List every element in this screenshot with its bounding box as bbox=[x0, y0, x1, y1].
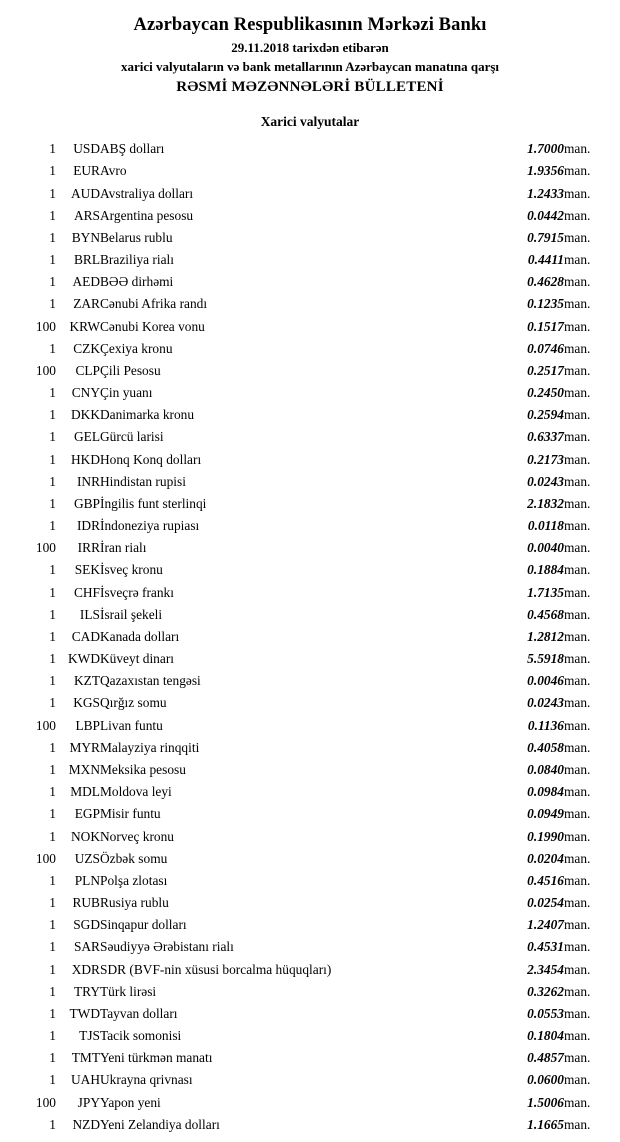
currency-name: BƏƏ dirhəmi bbox=[100, 274, 174, 290]
currency-rate: 1.2407 bbox=[527, 917, 564, 933]
currency-rate: 0.4058 bbox=[527, 739, 564, 755]
currency-code: GEL bbox=[73, 429, 100, 445]
currency-rate: 0.1517 bbox=[527, 318, 564, 334]
table-row bbox=[14, 382, 606, 404]
currency-name: Türk lirəsi bbox=[100, 983, 157, 999]
currency-code: MXN bbox=[68, 762, 100, 777]
currency-name: Avro bbox=[100, 163, 127, 179]
currency-unit: man. bbox=[564, 362, 591, 378]
currency-unit: man. bbox=[564, 1072, 591, 1088]
currency-unit: man. bbox=[564, 673, 591, 689]
currency-rate: 0.0243 bbox=[527, 695, 564, 711]
currency-name: Argentina pesosu bbox=[100, 207, 194, 223]
currency-unit: man. bbox=[564, 562, 591, 578]
currency-code: KRW bbox=[69, 318, 100, 334]
currency-rate: 1.5006 bbox=[527, 1094, 564, 1110]
currency-unit: man. bbox=[564, 207, 591, 223]
document-header bbox=[14, 14, 606, 96]
currency-name: Özbək somu bbox=[100, 850, 168, 866]
table-row bbox=[14, 626, 606, 648]
currency-code: RUB bbox=[72, 895, 100, 911]
currency-quantity: 1 bbox=[49, 673, 56, 689]
currency-code: NOK bbox=[70, 828, 100, 844]
currency-code: SEK bbox=[74, 562, 100, 578]
currency-unit: man. bbox=[564, 784, 591, 800]
currency-name: Yeni türkmən manatı bbox=[100, 1050, 213, 1066]
currency-name: Meksika pesosu bbox=[100, 762, 186, 777]
currency-code: JPY bbox=[77, 1094, 100, 1110]
currency-rate: 0.0746 bbox=[527, 340, 564, 356]
table-row bbox=[14, 138, 606, 160]
currency-code: GBP bbox=[73, 495, 100, 511]
currency-quantity: 1 bbox=[49, 296, 56, 312]
bank-title: Azərbaycan Respublikasının Mərkəzi Bankı bbox=[133, 15, 487, 35]
currency-code: DKK bbox=[70, 407, 100, 423]
table-row bbox=[14, 249, 606, 271]
currency-unit: man. bbox=[564, 451, 591, 467]
currency-unit: man. bbox=[564, 828, 591, 844]
currency-rate: 0.2517 bbox=[527, 362, 564, 378]
currency-unit: man. bbox=[564, 296, 591, 312]
currency-unit: man. bbox=[564, 163, 591, 179]
currency-quantity: 1 bbox=[49, 141, 56, 157]
currency-name: Rusiya rublu bbox=[100, 895, 169, 911]
currency-name: ABŞ dolları bbox=[100, 141, 165, 157]
currency-quantity: 1 bbox=[49, 473, 56, 489]
table-row bbox=[14, 781, 606, 803]
currency-rate: 1.1665 bbox=[527, 1116, 564, 1132]
currency-name: Çexiya kronu bbox=[100, 340, 173, 356]
currency-unit: man. bbox=[564, 961, 591, 977]
currency-rate: 0.0442 bbox=[527, 207, 564, 223]
currency-rate: 0.1136 bbox=[527, 717, 564, 733]
currency-quantity: 1 bbox=[49, 917, 56, 933]
currency-unit: man. bbox=[564, 762, 591, 777]
currency-code: BYN bbox=[71, 229, 100, 245]
currency-rate: 0.0840 bbox=[527, 762, 564, 777]
table-row bbox=[14, 582, 606, 604]
currency-quantity: 1 bbox=[49, 961, 56, 977]
currency-code: UAH bbox=[70, 1072, 100, 1088]
currency-quantity: 1 bbox=[49, 185, 56, 201]
currency-name: Yapon yeni bbox=[100, 1094, 161, 1110]
currency-name: Çili Pesosu bbox=[100, 362, 161, 378]
currency-quantity: 1 bbox=[49, 606, 56, 622]
currency-code: LBP bbox=[75, 717, 100, 733]
currency-quantity: 1 bbox=[49, 207, 56, 223]
currency-name: Tacik somonisi bbox=[100, 1028, 182, 1044]
currency-rate: 0.2594 bbox=[527, 407, 564, 423]
currency-code: SAR bbox=[73, 939, 100, 955]
currency-quantity: 1 bbox=[49, 385, 56, 401]
currency-name: Avstraliya dolları bbox=[100, 185, 194, 201]
currency-unit: man. bbox=[564, 806, 591, 822]
currency-name: Çin yuanı bbox=[100, 385, 153, 401]
currency-quantity: 100 bbox=[35, 850, 56, 866]
currency-rate: 0.1990 bbox=[527, 828, 564, 844]
currency-unit: man. bbox=[564, 318, 591, 334]
table-row bbox=[14, 892, 606, 914]
currency-code: CHF bbox=[73, 584, 100, 600]
currency-code: CLP bbox=[75, 362, 100, 378]
table-row bbox=[14, 559, 606, 581]
currency-code: USD bbox=[73, 141, 100, 157]
currency-quantity: 1 bbox=[49, 495, 56, 511]
currency-name: Qırğız somu bbox=[100, 695, 167, 711]
table-row bbox=[14, 316, 606, 338]
currency-rate: 1.7135 bbox=[527, 584, 564, 600]
currency-rate: 0.4857 bbox=[527, 1050, 564, 1066]
currency-rate: 0.0984 bbox=[527, 784, 564, 800]
currency-unit: man. bbox=[564, 651, 591, 667]
currency-code: AED bbox=[72, 274, 100, 290]
currency-code: EUR bbox=[73, 163, 100, 179]
currency-rate: 2.1832 bbox=[527, 495, 564, 511]
table-row bbox=[14, 1003, 606, 1025]
currency-quantity: 1 bbox=[49, 429, 56, 445]
currency-name: Kanada dolları bbox=[100, 628, 180, 644]
currency-rate: 0.0254 bbox=[527, 895, 564, 911]
currency-rates-body bbox=[14, 138, 606, 1136]
currency-quantity: 1 bbox=[49, 983, 56, 999]
currency-rate: 0.0553 bbox=[527, 1005, 564, 1021]
currency-code: KWD bbox=[68, 651, 100, 667]
currency-quantity: 1 bbox=[49, 274, 56, 290]
currency-unit: man. bbox=[564, 518, 591, 534]
currency-code: TRY bbox=[73, 983, 100, 999]
currency-code: ILS bbox=[79, 606, 100, 622]
currency-rate: 0.7915 bbox=[527, 229, 564, 245]
currency-quantity: 1 bbox=[49, 895, 56, 911]
currency-name: Honq Konq dolları bbox=[100, 451, 202, 467]
effective-date-line: 29.11.2018 tarixdən etibarən bbox=[231, 40, 389, 56]
currency-code: SGD bbox=[73, 917, 100, 933]
currency-quantity: 1 bbox=[49, 340, 56, 356]
currency-quantity: 1 bbox=[49, 872, 56, 888]
currency-quantity: 100 bbox=[35, 1094, 56, 1110]
table-row bbox=[14, 271, 606, 293]
currency-rate: 2.3454 bbox=[527, 961, 564, 977]
table-row bbox=[14, 936, 606, 958]
table-row bbox=[14, 737, 606, 759]
currency-code: CAD bbox=[71, 628, 100, 644]
currency-quantity: 1 bbox=[49, 828, 56, 844]
table-row bbox=[14, 293, 606, 315]
currency-rate: 0.6337 bbox=[527, 429, 564, 445]
table-row bbox=[14, 848, 606, 870]
table-row bbox=[14, 1092, 606, 1114]
currency-unit: man. bbox=[564, 1028, 591, 1044]
currency-code: INR bbox=[76, 473, 100, 489]
currency-quantity: 1 bbox=[49, 229, 56, 245]
currency-quantity: 1 bbox=[49, 1050, 56, 1066]
currency-code: ARS bbox=[73, 207, 100, 223]
table-row bbox=[14, 959, 606, 981]
currency-unit: man. bbox=[564, 340, 591, 356]
table-row bbox=[14, 1025, 606, 1047]
table-row bbox=[14, 338, 606, 360]
currency-name: İsveç kronu bbox=[100, 562, 163, 578]
currency-rate: 0.4411 bbox=[527, 252, 564, 268]
currency-quantity: 1 bbox=[49, 451, 56, 467]
currency-code: BRL bbox=[73, 252, 100, 268]
currency-rate: 0.0118 bbox=[527, 518, 564, 534]
currency-unit: man. bbox=[564, 739, 591, 755]
currency-name: Livan funtu bbox=[100, 717, 163, 733]
table-row bbox=[14, 515, 606, 537]
currency-quantity: 1 bbox=[49, 163, 56, 179]
currency-unit: man. bbox=[564, 983, 591, 999]
currency-code: KGS bbox=[73, 695, 100, 711]
table-row bbox=[14, 759, 606, 781]
currency-rate: 0.1884 bbox=[527, 562, 564, 578]
currency-code: TMT bbox=[71, 1050, 100, 1066]
currency-unit: man. bbox=[564, 1005, 591, 1021]
currency-unit: man. bbox=[564, 606, 591, 622]
currency-quantity: 1 bbox=[49, 739, 56, 755]
currency-quantity: 1 bbox=[49, 584, 56, 600]
currency-quantity: 1 bbox=[49, 252, 56, 268]
currency-rate: 0.3262 bbox=[527, 983, 564, 999]
currency-unit: man. bbox=[564, 584, 591, 600]
currency-code: IDR bbox=[76, 518, 100, 534]
currency-unit: man. bbox=[564, 429, 591, 445]
currency-code: NZD bbox=[72, 1116, 100, 1132]
currency-code: MYR bbox=[69, 739, 100, 755]
currency-code: KZT bbox=[73, 673, 100, 689]
table-row bbox=[14, 493, 606, 515]
currency-name: SDR (BVF-nin xüsusi borcalma hüquqları) bbox=[100, 961, 332, 977]
currency-rate: 0.0600 bbox=[527, 1072, 564, 1088]
currency-rate: 0.4516 bbox=[527, 872, 564, 888]
currency-name: Ukrayna qrivnası bbox=[100, 1072, 193, 1088]
currency-quantity: 1 bbox=[49, 407, 56, 423]
currency-rate: 0.0204 bbox=[527, 850, 564, 866]
currency-name: Hindistan rupisi bbox=[100, 473, 186, 489]
currency-code: EGP bbox=[74, 806, 100, 822]
table-row bbox=[14, 160, 606, 182]
currency-name: Sinqapur dolları bbox=[100, 917, 187, 933]
table-row bbox=[14, 227, 606, 249]
currency-name: Misir funtu bbox=[100, 806, 161, 822]
currency-quantity: 1 bbox=[49, 628, 56, 644]
currency-code: XDR bbox=[71, 961, 100, 977]
table-row bbox=[14, 604, 606, 626]
currency-name: İndoneziya rupiası bbox=[100, 518, 200, 534]
currency-name: Cənubi Korea vonu bbox=[100, 318, 205, 334]
currency-unit: man. bbox=[564, 495, 591, 511]
currency-unit: man. bbox=[564, 628, 591, 644]
table-row bbox=[14, 471, 606, 493]
currency-quantity: 100 bbox=[35, 362, 56, 378]
currency-name: Cənubi Afrika randı bbox=[100, 296, 208, 312]
currency-rate: 0.4531 bbox=[527, 939, 564, 955]
currency-quantity: 1 bbox=[49, 762, 56, 777]
table-row bbox=[14, 1114, 606, 1136]
currency-code: HKD bbox=[70, 451, 100, 467]
table-row bbox=[14, 537, 606, 559]
currency-quantity: 1 bbox=[49, 784, 56, 800]
currency-code: ZAR bbox=[73, 296, 100, 312]
currency-quantity: 100 bbox=[35, 717, 56, 733]
currency-name: Moldova leyi bbox=[100, 784, 172, 800]
currency-code: PLN bbox=[74, 872, 100, 888]
currency-code: TWD bbox=[69, 1005, 100, 1021]
currency-quantity: 1 bbox=[49, 806, 56, 822]
currency-unit: man. bbox=[564, 407, 591, 423]
table-row bbox=[14, 870, 606, 892]
currency-rate: 0.2173 bbox=[527, 451, 564, 467]
table-row bbox=[14, 803, 606, 825]
table-row bbox=[14, 360, 606, 382]
currency-unit: man. bbox=[564, 185, 591, 201]
currency-unit: man. bbox=[564, 895, 591, 911]
currency-code: CNY bbox=[71, 385, 100, 401]
table-row bbox=[14, 826, 606, 848]
table-row bbox=[14, 205, 606, 227]
table-row bbox=[14, 715, 606, 737]
currency-name: İran rialı bbox=[100, 540, 147, 556]
currency-quantity: 1 bbox=[49, 562, 56, 578]
currency-rate: 0.4568 bbox=[527, 606, 564, 622]
currency-code: UZS bbox=[74, 850, 100, 866]
currency-unit: man. bbox=[564, 252, 591, 268]
currency-code: IRR bbox=[77, 540, 100, 556]
section-title-foreign-currencies: Xarici valyutalar bbox=[260, 114, 360, 130]
currency-code: TJS bbox=[79, 1028, 100, 1044]
currency-rate: 5.5918 bbox=[527, 651, 564, 667]
currency-quantity: 1 bbox=[49, 1072, 56, 1088]
table-row bbox=[14, 648, 606, 670]
currency-rate: 1.9356 bbox=[527, 163, 564, 179]
currency-unit: man. bbox=[564, 1050, 591, 1066]
currency-name: İsrail şekeli bbox=[100, 606, 163, 622]
currency-unit: man. bbox=[564, 274, 591, 290]
currency-quantity: 1 bbox=[49, 651, 56, 667]
table-row bbox=[14, 981, 606, 1003]
currency-rate: 1.2812 bbox=[527, 628, 564, 644]
document-subtitle: xarici valyutaların və bank metallarının Azərbaycan manatına qarşı bbox=[120, 59, 500, 75]
currency-quantity: 1 bbox=[49, 518, 56, 534]
currency-name: Polşa zlotası bbox=[100, 872, 168, 888]
currency-name: İsveçrə frankı bbox=[100, 584, 174, 600]
currency-unit: man. bbox=[564, 229, 591, 245]
currency-rate: 0.1235 bbox=[527, 296, 564, 312]
currency-name: Belarus rublu bbox=[100, 229, 173, 245]
currency-code: MDL bbox=[70, 784, 100, 800]
table-row bbox=[14, 670, 606, 692]
currency-unit: man. bbox=[564, 385, 591, 401]
currency-name: Küveyt dinarı bbox=[100, 651, 175, 667]
currency-rate: 0.4628 bbox=[527, 274, 564, 290]
currency-rate: 0.0243 bbox=[527, 473, 564, 489]
currency-unit: man. bbox=[564, 141, 591, 157]
currency-unit: man. bbox=[564, 917, 591, 933]
currency-quantity: 1 bbox=[49, 1005, 56, 1021]
table-row bbox=[14, 692, 606, 714]
currency-quantity: 1 bbox=[49, 1028, 56, 1044]
currency-unit: man. bbox=[564, 695, 591, 711]
currency-rate: 0.0046 bbox=[527, 673, 564, 689]
currency-unit: man. bbox=[564, 1094, 591, 1110]
currency-quantity: 1 bbox=[49, 939, 56, 955]
currency-name: Malayziya rinqqiti bbox=[100, 739, 200, 755]
currency-name: Gürcü larisi bbox=[100, 429, 164, 445]
currency-quantity: 1 bbox=[49, 695, 56, 711]
currency-rate: 1.2433 bbox=[527, 185, 564, 201]
currency-quantity: 100 bbox=[35, 318, 56, 334]
currency-unit: man. bbox=[564, 850, 591, 866]
currency-code: CZK bbox=[73, 340, 100, 356]
table-row bbox=[14, 404, 606, 426]
table-row bbox=[14, 1047, 606, 1069]
currency-name: Tayvan dolları bbox=[100, 1005, 178, 1021]
currency-code: AUD bbox=[70, 185, 100, 201]
currency-unit: man. bbox=[564, 939, 591, 955]
currency-name: İngilis funt sterlinqi bbox=[100, 495, 207, 511]
currency-name: Braziliya rialı bbox=[100, 252, 174, 268]
table-row bbox=[14, 183, 606, 205]
currency-name: Yeni Zelandiya dolları bbox=[100, 1116, 220, 1132]
currency-rate: 0.0949 bbox=[527, 806, 564, 822]
currency-name: Qazaxıstan tengəsi bbox=[100, 673, 201, 689]
table-row bbox=[14, 914, 606, 936]
currency-rate: 0.2450 bbox=[527, 385, 564, 401]
bulletin-heading: RƏSMİ MƏZƏNNƏLƏRİ BÜLLETENİ bbox=[176, 79, 444, 96]
currency-unit: man. bbox=[564, 717, 591, 733]
currency-unit: man. bbox=[564, 473, 591, 489]
currency-name: Səudiyyə Ərəbistanı rialı bbox=[100, 939, 234, 955]
table-row bbox=[14, 426, 606, 448]
currency-rates-table bbox=[14, 138, 606, 1136]
currency-quantity: 100 bbox=[35, 540, 56, 556]
table-row bbox=[14, 449, 606, 471]
currency-unit: man. bbox=[564, 1116, 591, 1132]
currency-unit: man. bbox=[564, 540, 591, 556]
currency-name: Norveç kronu bbox=[100, 828, 174, 844]
currency-name: Danimarka kronu bbox=[100, 407, 195, 423]
currency-quantity: 1 bbox=[49, 1116, 56, 1132]
currency-rate: 0.0040 bbox=[527, 540, 564, 556]
currency-rate: 0.1804 bbox=[527, 1028, 564, 1044]
currency-rate: 1.7000 bbox=[527, 141, 564, 157]
currency-unit: man. bbox=[564, 872, 591, 888]
